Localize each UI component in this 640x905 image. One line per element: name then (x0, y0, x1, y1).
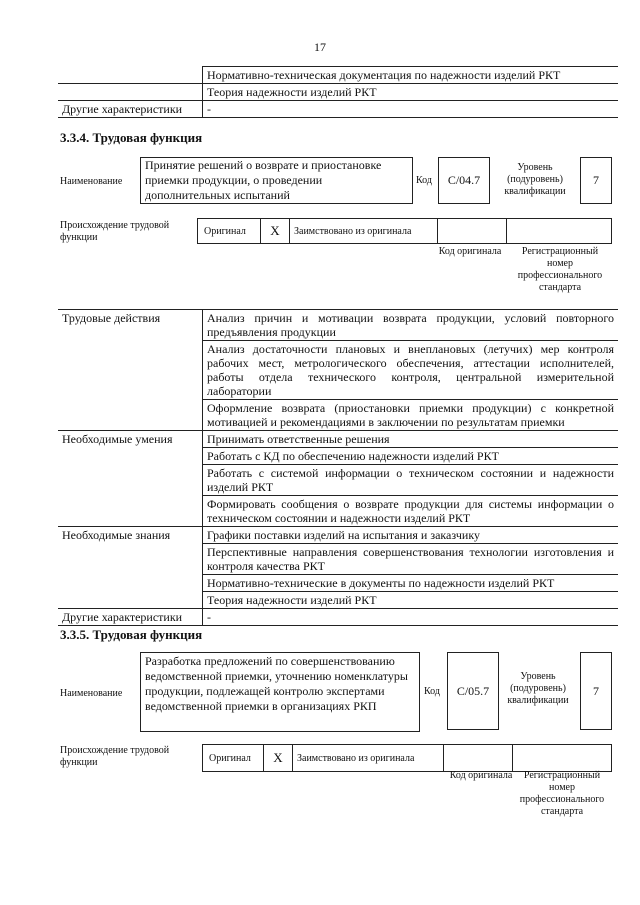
original-code-cell (438, 219, 507, 243)
code-value: С/05.7 (456, 683, 490, 698)
table-cell: Перспективные направления совершенствования технологии изготовления и контроля качества РКТ (203, 544, 619, 575)
code-value: С/04.7 (447, 173, 481, 187)
code-box (447, 652, 499, 730)
function-name-box (140, 157, 413, 204)
note-original-code: Код оригинала (449, 770, 513, 781)
origin-box (197, 218, 612, 244)
name-label: Наименование (60, 688, 123, 699)
row-label: Трудовые действия (58, 310, 203, 431)
note-registration-number: Регистрационный номер профессионального стандарта (517, 246, 603, 293)
level-box (580, 157, 612, 204)
labor-function-table (58, 309, 618, 626)
function-name-box (140, 652, 420, 732)
note-original-code: Код оригинала (438, 246, 502, 257)
table-cell: Анализ причин и мотивации возврата продукции, условий повторного предъявления продукции (203, 310, 619, 341)
top-characteristics-table (58, 66, 618, 118)
origin-box (202, 744, 612, 772)
origin-original: Оригинал (203, 745, 264, 771)
note-registration-number: Регистрационный номер профессионального стандарта (519, 770, 605, 817)
original-code-cell (444, 745, 513, 771)
row-label: Необходимые умения (58, 431, 203, 527)
function-name: Разработка предложений по совершенствованию ведомственной приемки, уточнению номенклатуры продукции, подлежащей контролю экспертами ведомственной приемки в организациях РКП (145, 654, 408, 713)
table-cell: - (203, 609, 619, 626)
code-label: Код (424, 686, 440, 697)
row-label: Необходимые знания (58, 527, 203, 609)
code-label: Код (416, 175, 432, 186)
row-label: Другие характеристики (58, 101, 203, 118)
table-row (58, 431, 618, 448)
section-heading: 3.3.5. Трудовая функция (60, 627, 203, 642)
row-value: - (203, 101, 619, 118)
origin-label: Происхождение трудовой функции (60, 220, 170, 243)
page-number: 17 (314, 40, 326, 54)
name-label: Наименование (60, 176, 123, 187)
row-value: Теория надежности изделий РКТ (203, 84, 619, 101)
origin-borrowed: Заимствовано из оригинала (290, 219, 438, 243)
table-row (58, 527, 618, 544)
origin-mark: X (261, 219, 290, 243)
level-label: Уровень (подуровень) квалификации (507, 671, 569, 706)
table-row (58, 101, 618, 118)
level-value: 7 (593, 173, 599, 187)
table-cell: Принимать ответственные решения (203, 431, 619, 448)
section-heading: 3.3.4. Трудовая функция (60, 130, 203, 145)
origin-mark: X (264, 745, 293, 771)
origin-borrowed: Заимствовано из оригинала (293, 745, 444, 771)
row-label (58, 84, 203, 101)
table-cell: Работать с системой информации о техническом состоянии и надежности изделий РКТ (203, 465, 619, 496)
table-cell: Нормативно-технические в документы по надежности изделий РКТ (203, 575, 619, 592)
table-cell: Работать с КД по обеспечению надежности изделий РКТ (203, 448, 619, 465)
origin-label: Происхождение трудовой функции (60, 745, 170, 768)
table-row (58, 67, 618, 84)
row-value: Нормативно-техническая документация по надежности изделий РКТ (203, 67, 619, 84)
function-name: Принятие решений о возврате и приостановке приемки продукции, о проведении дополнительных испытаний (145, 158, 382, 202)
level-value: 7 (593, 683, 599, 698)
level-box (580, 652, 612, 730)
code-box (438, 157, 490, 204)
table-cell: Формировать сообщения о возврате продукции для системы информации о техническом состоянии и надежности изделий РКТ (203, 496, 619, 527)
table-row (58, 310, 618, 341)
origin-original: Оригинал (198, 219, 261, 243)
level-label: Уровень (подуровень) квалификации (504, 162, 566, 197)
row-label (58, 67, 203, 84)
table-cell: Графики поставки изделий на испытания и заказчику (203, 527, 619, 544)
table-row (58, 84, 618, 101)
table-cell: Анализ достаточности плановых и внеплановых (летучих) мер контроля рабочих мест, метрологического обеспечения, аттестации исполнителей, работы отдела технического контроля, центральной измерительной лаборатории (203, 341, 619, 400)
row-label: Другие характеристики (58, 609, 203, 626)
table-cell: Теория надежности изделий РКТ (203, 592, 619, 609)
table-cell: Оформление возврата (приостановки приемки продукции) с конкретной мотивацией и рекомендациями в заключении по результатам приемки (203, 400, 619, 431)
table-row (58, 609, 618, 626)
